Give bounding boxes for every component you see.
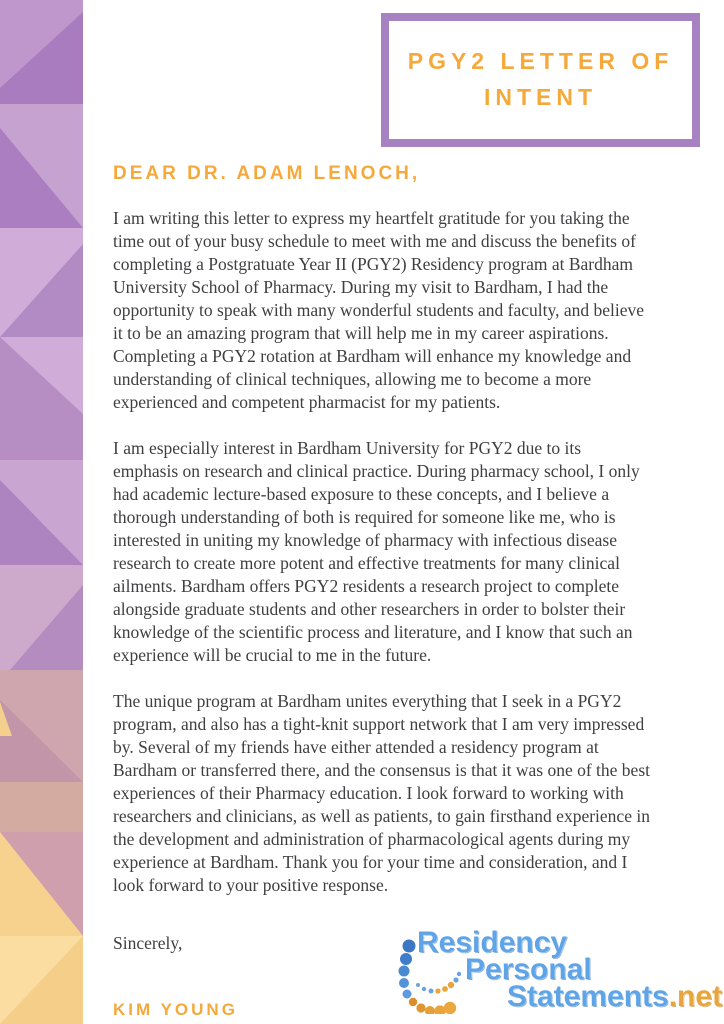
letter-content [113, 0, 650, 1020]
paragraph-3: The unique program at Bardham unites everything that I seek in a PGY2 program, and also has a tight-knit support network that I am very impressed by. Several of my friends have either attended a residency program at Bardham or transferred there, and the consensus is that it was one of the best experiences of their Pharmacy education. I look forward to working with researchers and clinicians, as well as patients, to gain firsthand experience in the development and administration of pharmacological agents during my experience at Bardham. Thank you for your time and consideration, and I look forward to your positive response. [113, 691, 650, 895]
logo-word-personal: Personal [465, 953, 592, 986]
decorative-left-border [0, 0, 83, 1024]
paragraph-2: I am especially interest in Bardham University for PGY2 due to its emphasis on research and clinical practice. During pharmacy school, I only had academic lecture-based exposure to these concepts, and I believe a thorough understanding of both is required for someone like me, who is interested in uniting my knowledge of pharmacy with infectious disease research to create more potent and effective treatments for many clinical ailments. Bardham offers PGY2 residents a research project to complete alongside graduate students and other researchers in order to bolster their knowledge of the scientific process and literature, and I know that such an experience will be crucial to me in the future. [113, 438, 640, 665]
closing: Sincerely, [113, 933, 183, 953]
paragraph-1: I am writing this letter to express my heartfelt gratitude for you taking the time out of your busy schedule to meet with me and discuss the benefits of completing a Postgratuate Year II (PGY2) Residency program at Bardham University School of Pharmacy. During my visit to Bardham, I had the opportunity to speak with many wonderful students and faculty, and believe it to be an amazing program that will help me in my career aspirations. Completing a PGY2 rotation at Bardham will enhance my knowledge and understanding of clinical techniques, allowing me to become a more experienced and competent pharmacist for my patients. [113, 208, 645, 412]
site-logo [395, 926, 723, 1024]
letter-body [113, 207, 650, 897]
signature-name: KIM YOUNG [113, 1000, 238, 1019]
logo-word-residency: Residency [417, 926, 568, 959]
salutation: DEAR DR. ADAM LENOCH, [113, 163, 421, 184]
logo-word-statements: Statements.net [507, 980, 723, 1013]
logo-suffix-net: .net [668, 980, 723, 1013]
page-title: PGY2 LETTER OF INTENT [407, 48, 674, 110]
